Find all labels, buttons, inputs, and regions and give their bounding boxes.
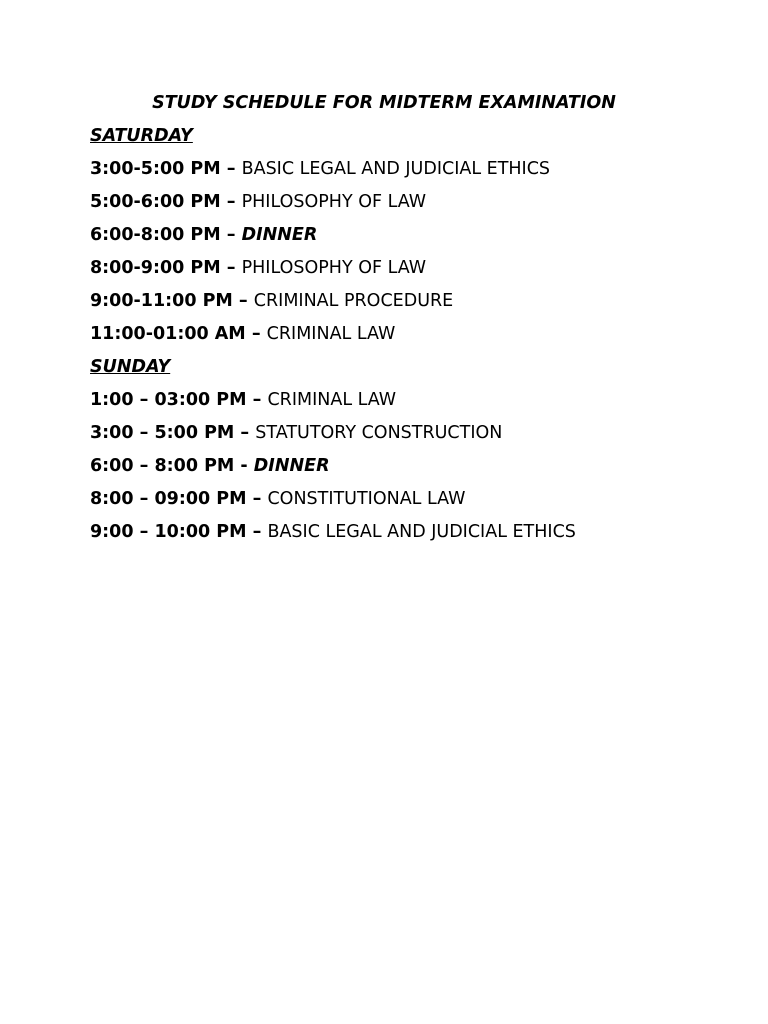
entry-separator: –	[246, 522, 268, 542]
entry-separator: –	[232, 291, 254, 311]
schedule-entry	[90, 322, 750, 355]
entry-subject: BASIC LEGAL AND JUDICIAL ETHICS	[241, 159, 551, 179]
entry-time: 6:00-8:00 PM	[90, 225, 221, 245]
entry-time: 3:00-5:00 PM	[90, 159, 221, 179]
entry-time: 11:00-01:00 AM	[90, 324, 246, 344]
entry-separator: –	[220, 192, 242, 212]
entry-time: 5:00-6:00 PM	[90, 192, 221, 212]
document-title: STUDY SCHEDULE FOR MIDTERM EXAMINATION	[152, 93, 616, 113]
day-heading-saturday: SATURDAY	[90, 126, 193, 146]
entry-separator: –	[245, 324, 267, 344]
entry-separator: –	[234, 423, 256, 443]
schedule-entry	[90, 190, 750, 223]
entry-time: 8:00 – 09:00 PM	[90, 489, 247, 509]
entry-separator: –	[220, 258, 242, 278]
schedule-entry	[90, 289, 750, 322]
schedule-entry	[90, 520, 750, 553]
entry-subject: PHILOSOPHY OF LAW	[241, 258, 427, 278]
schedule-entry	[90, 157, 750, 190]
schedule-entry	[90, 388, 750, 421]
schedule-entry	[90, 421, 750, 454]
entry-separator: –	[220, 225, 242, 245]
sunday-section	[90, 355, 750, 388]
entry-separator: –	[246, 390, 268, 410]
entry-subject: CRIMINAL PROCEDURE	[253, 291, 454, 311]
schedule-entry	[90, 487, 750, 520]
entry-separator: –	[220, 159, 242, 179]
entry-time: 3:00 – 5:00 PM	[90, 423, 235, 443]
entry-time: 6:00 – 8:00 PM	[90, 456, 235, 476]
entry-subject-dinner: DINNER	[241, 225, 318, 245]
entry-time: 9:00-11:00 PM	[90, 291, 233, 311]
entry-separator: –	[246, 489, 268, 509]
saturday-section	[90, 124, 750, 157]
entry-subject: CONSTITUTIONAL LAW	[267, 489, 466, 509]
entry-subject: CRIMINAL LAW	[267, 390, 397, 410]
schedule-entry	[90, 454, 750, 487]
entry-separator: -	[234, 456, 254, 476]
entry-time: 1:00 – 03:00 PM	[90, 390, 247, 410]
entry-time: 9:00 – 10:00 PM	[90, 522, 247, 542]
schedule-entry	[90, 223, 750, 256]
schedule-entry	[90, 256, 750, 289]
schedule-body	[90, 124, 750, 553]
entry-subject: CRIMINAL LAW	[266, 324, 396, 344]
entry-subject-dinner: DINNER	[253, 456, 330, 476]
entry-subject: BASIC LEGAL AND JUDICIAL ETHICS	[267, 522, 576, 542]
entry-subject: STATUTORY CONSTRUCTION	[255, 423, 503, 443]
day-heading-sunday: SUNDAY	[90, 357, 171, 377]
entry-time: 8:00-9:00 PM	[90, 258, 221, 278]
entry-subject: PHILOSOPHY OF LAW	[241, 192, 427, 212]
